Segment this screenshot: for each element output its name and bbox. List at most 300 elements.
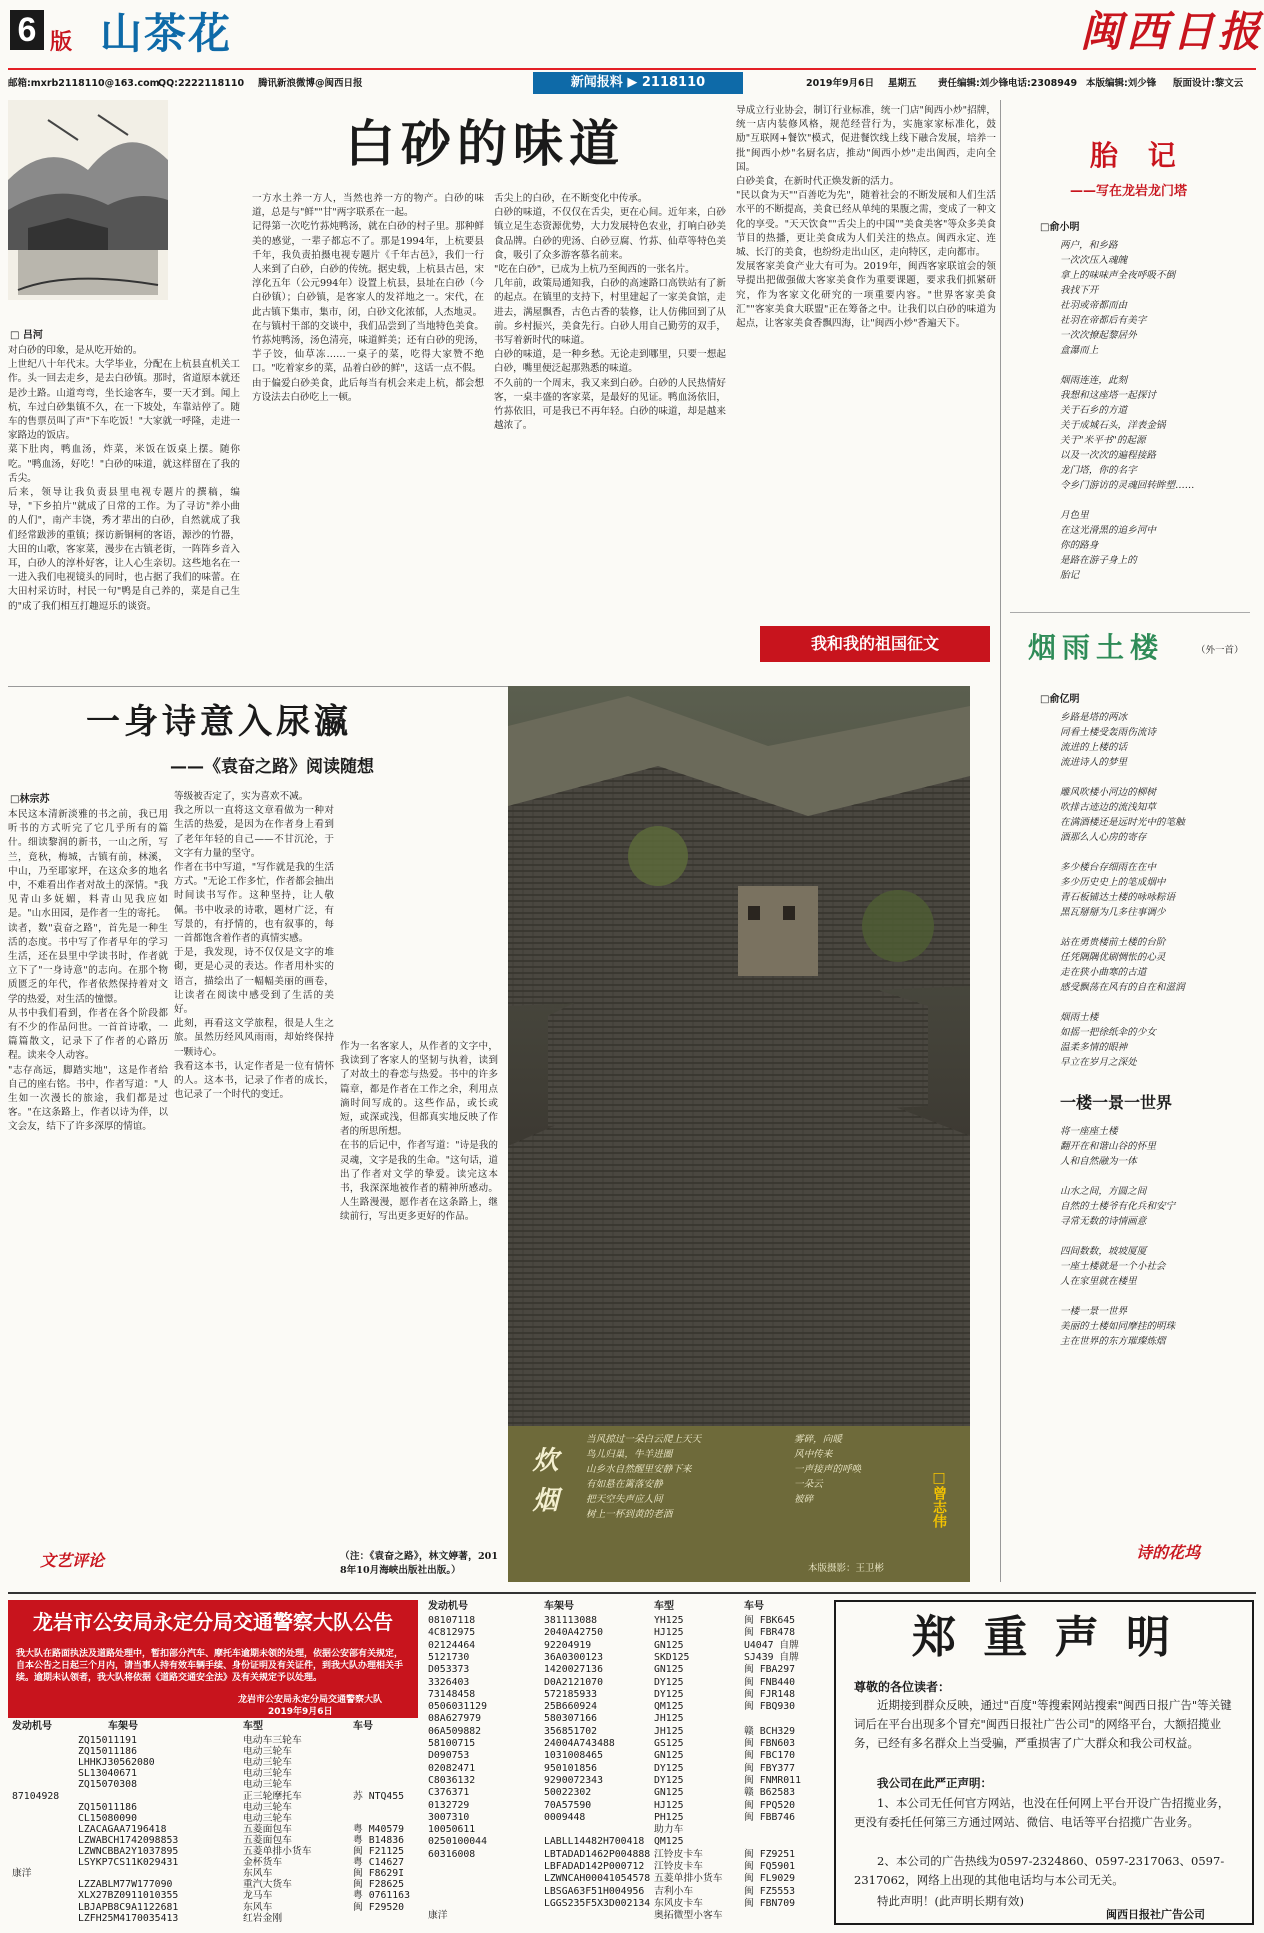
table-cell: D090753 [428, 1750, 470, 1762]
poem-line: 雕风吹楼小河边的柳树 [1060, 787, 1156, 798]
notice-signature: 龙岩市公安局永定分局交通警察大队 [238, 1695, 383, 1705]
table-cell: 电动三轮车 [243, 1746, 292, 1758]
newspaper-logo: 闽西日报 [1080, 7, 1264, 56]
table-cell: 闽 FBY377 [744, 1762, 796, 1774]
table-cell: 粤 0761163 [353, 1890, 410, 1902]
poem-line: 主在世界的东方璀璨炼熠 [1060, 1336, 1166, 1347]
hotline-label: 新闻报料 [570, 75, 623, 90]
date: 2019年9月6日 [806, 78, 875, 89]
table-cell: 闽 FJR148 [744, 1688, 796, 1700]
table-cell: 江铃皮卡车 [654, 1848, 703, 1860]
poem-body-yanyu-2 [1060, 1124, 1250, 1349]
table-row [424, 1676, 824, 1688]
table-row [424, 1614, 824, 1626]
poem-line: 关于"米平书"的起源 [1060, 435, 1146, 446]
poem-line: 在满酒楼还是远时光中的笔触 [1060, 817, 1185, 828]
mid-table-header [424, 1600, 824, 1614]
table-cell: D0A2121070 [544, 1676, 603, 1688]
table-cell: LGGS235F5X3D002134 [544, 1897, 651, 1909]
review-column-3: 作为一名客家人，从作者的文字中，我读到了客家人的坚韧与执着，读到了对故土的眷恋与热爱。书中的许多篇章，都是作者在工作之余，利用点滴时间写成的。这些作品，或长或短，或深或浅，但都真实地反映了作者的所思所想。 在书的后记中，作者写道："诗是我的灵魂，文字是我的生命。"这句话，道出了作者对文学的挚爱。读完这本书，我深深地被作者的精神所感动。人生路漫漫，愿作者在这条路上，继续前行，写出更多更好的作品。 [340, 1041, 498, 1223]
table-cell: 金杯货车 [243, 1857, 283, 1869]
review-column-2: 等级被否定了，实为喜欢不减。 我之所以一直将这文章看做为一种对生活的热爱，是因为在作者身上看到了老年年轻的自己——不甘沉沦，于文字有力量的坚守。 作者在书中写道，"写作就是我的生活方式。"无论工作多忙，作者都会抽出时间读书写作。这种坚持，让人敬佩。书中收录的诗歌，题材广泛，有写景的，有抒情的，也有叙事的，每一首都饱含着作者的真情实感。 于是，我发现，诗不仅仅是文字的堆砌，更是心灵的表达。作者用朴实的语言，描绘出了一幅幅美丽的画卷，让读者在阅读中感受到了生活的美好。 此刻，再看这文学旅程，很是人生之旅。虽然历经风风雨雨，却始终保持一颗诗心。 我看这本书，认定作者是一位有情怀的人。这本书，记录了作者的成长，也记录了一个时代的变迁。 [174, 791, 334, 1101]
table-cell: ZQ15011186 [78, 1801, 137, 1813]
masthead-rule [8, 68, 1256, 70]
table-cell: LZWNCBBA2Y1037895 [78, 1846, 179, 1857]
table-cell: 闽 FBA297 [744, 1664, 796, 1676]
article-column-4: 导成立行业协会，制订行业标准，统一门店"闽西小炒"招牌，统一店内装修风格，规范经营行为，实施家家标准化，鼓励"互联网+餐饮"模式，促进餐饮线上线下融合发展，培养一批"闽西小炒"名厨名店，推动"闽西小炒"走出闽西，走向全国。 白砂美食，在新时代正焕发新的活力。 "民以食为天""百善吃为先"，随着社会的不断发展和人们生活水平的不断提高，美食已经从单纯的果腹之需，变成了一种文化的享受。"天天饮食""舌尖上的中国""美食美客"等众多美食节目的热播，更让美食成为人们关注的热点。闽西永定、连城、长汀的美食，也纷纷走出山区，走向特区，走向都市。 发展客家美食产业大有可为。2019年，闽西客家联谊会的领导提出把做强做大客家美食作为重要课题，要求我们抓紧研究，作为客家文化研究的一项重要内容。"世界客家美食汇""客家美食大联盟"正在筹备之中。让我们以白砂的味道为起点，让客家美食香飘四海，让"闽西小炒"香遍天下。 [736, 105, 996, 330]
table-cell: 电动三轮车 [243, 1757, 292, 1769]
table-cell: 闽 F28625 [353, 1879, 405, 1891]
table-cell: C8036132 [428, 1774, 476, 1786]
table-cell: 重汽大货车 [243, 1879, 292, 1891]
col-header: 发动机号 [12, 1721, 52, 1732]
col-header: 车型 [654, 1601, 674, 1612]
table-cell: LABLL14482H700418 [544, 1836, 645, 1848]
notice-table-header [8, 1720, 418, 1734]
table-cell: 东风皮卡车 [654, 1897, 703, 1909]
poem-line: 翻开在和谐山谷的怀里 [1060, 1141, 1156, 1152]
table-row [424, 1786, 824, 1798]
poem-line: 多少楼台存细雨在在中 [1060, 862, 1156, 873]
poem-line: 青石板铺达土楼的咏咏粽语 [1060, 892, 1176, 903]
poem-line: 同看土楼受轰雨伤流诗 [1060, 727, 1156, 738]
table-cell: LZWNCAH00041054578 [544, 1873, 651, 1885]
table-cell: PH125 [654, 1811, 684, 1823]
notice-body: 我大队在路面执法及道路处理中，暂扣部分汽车、摩托车逾期未领的处理，依据公安部有关规定，自本公告之日起三个月内，请当事人持有效车辆手续、身份证明及有关证件，到我大队办理相关手续。逾期未认领者，我大队将依据《道路交通安全法》及有关规定予以处理。 [16, 1649, 404, 1683]
poem-line: 是路在游子身上的 [1060, 555, 1137, 566]
col-header: 车号 [744, 1601, 764, 1612]
poem-column-badge: 诗的花坞 [1136, 1543, 1201, 1562]
table-row [424, 1823, 824, 1835]
table-cell: LBJAPB8C9A1122681 [78, 1901, 179, 1913]
table-cell: 康洋 [12, 1868, 32, 1880]
table-cell: 02082471 [428, 1762, 476, 1774]
poem-line: 吹排古迹边的流浅知草 [1060, 802, 1156, 813]
table-cell: 02124464 [428, 1639, 476, 1651]
table-cell: 电动三轮车 [243, 1768, 292, 1780]
table-cell: CL15080090 [78, 1812, 137, 1824]
poem-author-yanyu: □俞亿明 [1040, 694, 1080, 705]
photo-poem-left [586, 1432, 796, 1522]
poem-line: 人在家里就在楼里 [1060, 1276, 1137, 1287]
table-cell: 0250100044 [428, 1836, 487, 1848]
table-cell: 江铃皮卡车 [654, 1861, 703, 1872]
poem-line: 感受飘荡在风有的自在和滋润 [1060, 982, 1185, 993]
page-unit: 版 [50, 29, 73, 54]
table-row [8, 1812, 418, 1823]
poem-line: 如摇一把徐纸伞的少女 [1060, 1027, 1156, 1038]
table-cell: QM125 [654, 1836, 684, 1848]
poem-body-yanyu [1060, 710, 1250, 1070]
table-cell: 3007310 [428, 1811, 470, 1823]
statement-para-4: 2、本公司的广告热线为0597-2324860、0597-2317063、0597-2317062，网络上出现的其他电话均与本公司无关。 [854, 1854, 1225, 1887]
poem-line: 一楼一景一世界 [1060, 1306, 1128, 1317]
table-cell: 电动车三轮车 [243, 1735, 302, 1746]
table-cell: 87104928 [12, 1790, 60, 1802]
table-row [424, 1762, 824, 1774]
table-cell: ZQ15011191 [78, 1735, 137, 1746]
table-cell: 闽 FBK645 [744, 1615, 796, 1626]
table-cell: 73148458 [428, 1688, 476, 1700]
table-cell: DY125 [654, 1688, 684, 1700]
review-column-1: 本民这本清新淡雅的书之前，我已用听书的方式听完了它几乎所有的篇什。细读黎润的新书，一山之所，写兰，竟秋，梅城，古镇有前，林溪，中山，乃至耶家坪，在这众多的地名中，不难看出作者对故土的深情。"我见青山多妩媚，料青山见我应如是。"山水田园，是作者一生的寄托。 读者，数"袁奋之路"，首先是一种生活的态度。书中写了作者早年的学习生活，还在县里中学读书时，作者就立下了"一身诗意"的志向。在那个物质匮乏的年代，作者依然保持着对文学的热爱，对生活的憧憬。 从书中我们看到，作者在各个阶段都有不少的作品问世。一首首诗歌，一篇篇散文，记录下了作者的心路历程。读来令人动容。 "志存高远，脚踏实地"，这是作者给自己的座右铭。书中，作者写道："人生如一次漫长的旅途，我们都是过客。"在这条路上，作者以诗为伴，以文会友，结下了许多深厚的情谊。 [8, 809, 168, 1133]
vehicle-table-middle [424, 1600, 824, 1925]
table-cell: C376371 [428, 1787, 470, 1799]
table-row [424, 1860, 824, 1872]
table-row [424, 1897, 824, 1909]
poem-line: 我找下开 [1060, 285, 1099, 296]
table-cell: DY125 [654, 1774, 684, 1786]
table-row [424, 1885, 824, 1897]
poem-line: 烟雨土楼 [1060, 1012, 1099, 1023]
table-cell: 闽 F29520 [353, 1901, 405, 1913]
banner-tag-text: 我和我的祖国征文 [810, 634, 939, 653]
table-row [424, 1872, 824, 1884]
poem-line [1060, 358, 1250, 373]
review-column-badge: 文艺评论 [40, 1551, 105, 1570]
table-cell: DY125 [654, 1762, 684, 1774]
poem-divider [1010, 612, 1250, 613]
table-cell: QM125 [654, 1701, 684, 1713]
table-row [424, 1811, 824, 1823]
poem-line: 在这光滑黑的追乡河中 [1060, 525, 1156, 536]
table-cell: 580307166 [544, 1713, 598, 1725]
table-cell: 60316008 [428, 1848, 476, 1860]
poem-line: 酒那么人心房的寄存 [1060, 832, 1147, 843]
poem-line: 关于成城石头，洋表金锅 [1060, 420, 1166, 431]
table-row [424, 1700, 824, 1712]
poem-title-taiji: 胎 记 [1090, 139, 1186, 172]
table-row [424, 1712, 824, 1724]
poem-line: 多少历史史上的笔成烟中 [1060, 877, 1166, 888]
photo-title: 炊烟 [528, 1446, 558, 1526]
page-number-box [10, 10, 44, 50]
table-row [424, 1835, 824, 1847]
table-cell: 红岩金刚 [243, 1912, 283, 1924]
statement-title: 郑 重 声 明 [912, 1612, 1176, 1663]
table-cell: JH125 [654, 1713, 684, 1725]
photo-poem-right [794, 1432, 914, 1507]
weekday: 星期五 [888, 78, 917, 89]
hotline-box [533, 72, 743, 94]
table-cell: 闽 F21125 [353, 1846, 405, 1857]
table-cell: 9290072343 [544, 1774, 603, 1786]
table-cell: LZWABCH1742098853 [78, 1834, 179, 1846]
table-row [424, 1626, 824, 1638]
statement-greeting: 尊敬的各位读者： [854, 1680, 951, 1694]
table-cell: 苏 NTQ455 [353, 1790, 405, 1802]
table-row [424, 1639, 824, 1651]
poem-subtitle-yanyu: 一楼一景一世界 [1060, 1093, 1173, 1112]
table-cell: 0506031129 [428, 1701, 487, 1713]
table-cell: SKD125 [654, 1651, 690, 1663]
designer: 版面设计:黎文云 [1173, 78, 1244, 89]
masthead-info-line [8, 76, 1258, 92]
poem-line: 一次次撩起黎居外 [1060, 330, 1137, 341]
poem-title-yanyu: 烟雨土楼 [1028, 631, 1165, 664]
poem-line [1060, 920, 1250, 935]
table-cell: 闽 FBN709 [744, 1897, 796, 1909]
poem-line [1060, 493, 1250, 508]
table-row [8, 1889, 418, 1900]
poem-line: 社羽或帝都而由 [1060, 300, 1128, 311]
col-header: 车号 [353, 1721, 373, 1732]
statement-para-1: 近期接到群众反映，通过"百度"等搜索网站搜索"闽西日报广告"等关键词后在平台出现多个冒充"闽西日报社广告公司"的网络平台，大额招揽业务，已经有多名群众上当受骗，严重损害了广大群众和我公司权益。 [854, 1698, 1232, 1750]
review-title: 一身诗意入尿瀛 [86, 702, 352, 742]
table-cell: 五菱单排小货车 [243, 1846, 312, 1857]
table-cell: 闽 FNB440 [744, 1676, 796, 1688]
table-cell: 闽 FQ5901 [744, 1861, 796, 1872]
table-row [424, 1848, 824, 1860]
table-cell: 闽 FBR478 [744, 1627, 796, 1639]
table-cell: 25B660924 [544, 1701, 598, 1713]
table-cell: 闽 F8629I [353, 1868, 405, 1880]
notice-body-box [8, 1644, 418, 1718]
statement-signature: 闽西日报社广告公司 [1106, 1908, 1205, 1921]
table-cell: 赣 B62583 [744, 1787, 796, 1799]
table-cell: 08107118 [428, 1615, 476, 1626]
table-cell: 50022302 [544, 1787, 592, 1799]
article-column-1: 对白砂的印象，是从吃开始的。 上世纪八十年代末。大学毕业，分配在上杭县直机关工作。头一回去走乡，是去白砂镇。那时，省道原本就还是沙土路。山道弯弯，坐长途客车，要一天才到。闻上杭，车过白砂集镇不久，在一下坡处，车靠站停了。随车的售票员叫了声"下车吃饭！"大家就一呼隆，走进一家路边的饭店。 菜下肚肉，鸭血汤，炸菜，米饭在饭桌上摆。随你吃。"鸭血汤，好吃！"白砂的味道，就这样留在了我的舌尖。 后来，领导让我负责县里电视专题片的撰稿，编导，"下乡拍片"就成了日常的工作。为了寻访"养小曲的人们"，南产丰饶，秀才辈出的白砂，自然就成了我们经常跋涉的重镇；探访新铜柯的客语，源沙的竹器，大田的山歌，客家菜，漫步在古镇老街，一阵阵乡音入耳，白砂人的淳朴好客，让人心生亲切。这些地名在一一进入我们电视镜头的同时，也占据了我们的味蕾。在大田村采访时，村民一句"鸭是自己养的，菜是自己生的"成了我们相互打趣逗乐的谈资。 [8, 345, 240, 612]
statement-para-3: 1、本公司无任何官方网站，也没在任何网上平台开设广告招揽业务，更没有委托任何第三方通过网站、微信、电话等平台招揽广告业务。 [854, 1796, 1230, 1829]
table-row [424, 1774, 824, 1786]
poem-line: 我想和这座塔一起探讨 [1060, 390, 1156, 401]
table-cell: DY125 [654, 1676, 684, 1688]
poem-line: 一声接声的呼唤 [794, 1464, 862, 1475]
table-row [424, 1737, 824, 1749]
table-row [8, 1756, 418, 1767]
table-cell: 闽 FBC170 [744, 1750, 796, 1762]
table-row [8, 1767, 418, 1778]
poem-line: 一朵云 [794, 1479, 823, 1490]
table-row [424, 1725, 824, 1737]
bottom-rule [8, 1592, 1256, 1594]
poem-line: 走在狭小曲寒的古道 [1060, 967, 1147, 978]
table-cell: YH125 [654, 1615, 684, 1626]
table-row [8, 1856, 418, 1867]
table-cell: GN125 [654, 1664, 684, 1676]
table-cell: 356851702 [544, 1725, 598, 1737]
table-cell: 闽 FL9029 [744, 1873, 796, 1885]
poem-line: 寻常无数的诗情画意 [1060, 1216, 1147, 1227]
review-author: □林宗苏 [10, 794, 50, 805]
table-cell: 0009448 [544, 1811, 586, 1823]
poem-line: 拿上的味味声全夜呼吸不倒 [1060, 270, 1176, 281]
table-cell: 助力车 [654, 1824, 684, 1836]
photo-caption-box [508, 1426, 970, 1582]
table-cell: HJ125 [654, 1799, 684, 1811]
col-header: 发动机号 [428, 1601, 468, 1612]
table-cell: 龙马车 [243, 1890, 273, 1902]
table-row [8, 1801, 418, 1812]
editor-info: 责任编辑:刘少锋 [938, 78, 1009, 89]
poem-author: □曾志伟 [931, 1470, 947, 1528]
article-title: 白砂的味道 [345, 115, 625, 173]
section-title: 山茶花 [100, 9, 233, 58]
notice-title: 龙岩市公安局永定分局交通警察大队公告 [33, 1610, 393, 1634]
poem-line [1060, 770, 1250, 785]
table-cell: GN125 [654, 1750, 684, 1762]
poem-line: 任凭隅隅优刷惆怅的心灵 [1060, 952, 1166, 963]
table-cell: JH125 [654, 1725, 684, 1737]
poem-line [1060, 1169, 1250, 1184]
poem-line: 早立在岁月之深处 [1060, 1057, 1137, 1068]
table-cell: LHHKJ30562080 [78, 1757, 155, 1769]
poem-line: 把天空失声应人间 [586, 1494, 663, 1505]
table-row [8, 1912, 418, 1923]
poem-line: 雾碎，向暖 [794, 1434, 842, 1445]
section-divider [8, 686, 508, 687]
statement-box [834, 1600, 1254, 1925]
table-row [8, 1734, 418, 1745]
poem-line: 站在勇贵楼前土楼的台阶 [1060, 937, 1166, 948]
table-cell: 粤 M40579 [353, 1823, 405, 1835]
table-row [8, 1778, 418, 1789]
poem-line: 有如悬在篱落安静 [586, 1479, 663, 1490]
table-row [8, 1845, 418, 1856]
table-cell: 06A509882 [428, 1725, 482, 1737]
arrow-icon: ▶ [622, 75, 642, 90]
poem-line: 被碎 [794, 1494, 814, 1505]
table-cell: 东风车 [243, 1868, 273, 1880]
table-row [8, 1867, 418, 1878]
table-row [8, 1834, 418, 1845]
table-row [8, 1745, 418, 1756]
table-cell: 08A627979 [428, 1713, 482, 1725]
table-cell: 10050611 [428, 1824, 476, 1836]
poem-line: 盒瀑而上 [1060, 345, 1099, 356]
table-cell: 吉利小车 [654, 1885, 694, 1897]
phone: 电话:2308949 [1008, 78, 1078, 89]
poem-title-suffix: （外一首） [1196, 645, 1244, 656]
table-cell: SL13040671 [78, 1768, 137, 1780]
table-cell: 2040A42750 [544, 1627, 603, 1639]
table-cell: 赣 BCH329 [744, 1725, 796, 1737]
table-cell: 正三轮摩托车 [243, 1790, 302, 1802]
table-cell: HJ125 [654, 1627, 684, 1639]
poem-line: 你的路身 [1060, 540, 1099, 551]
poem-line: 龙门塔，你的名字 [1060, 465, 1137, 476]
poem-line: 人和自然融为一体 [1060, 1156, 1137, 1167]
table-row [8, 1790, 418, 1801]
table-row [424, 1909, 824, 1921]
table-cell: 闽 FPQ520 [744, 1799, 796, 1811]
col-header: 车架号 [544, 1601, 574, 1612]
poem-line: 黑瓦掰掰为几多往事调少 [1060, 907, 1166, 918]
table-row [424, 1799, 824, 1811]
table-cell: 五菱面包车 [243, 1834, 292, 1846]
table-cell: ZQ15011186 [78, 1746, 137, 1758]
poem-line: 四间数数，坡坡厦厦 [1060, 1246, 1147, 1257]
table-cell: 闽 FZ9251 [744, 1848, 796, 1860]
table-cell: XLX27BZ0911010355 [78, 1890, 179, 1902]
poem-line: 一次次压入魂魄 [1060, 255, 1128, 266]
table-cell: 电动三轮车 [243, 1812, 292, 1824]
table-row [424, 1688, 824, 1700]
table-cell: 粤 C14627 [353, 1857, 405, 1869]
table-cell: 58100715 [428, 1738, 476, 1749]
table-cell: 闽 FZ5553 [744, 1885, 796, 1897]
poem-line: 月色里 [1060, 510, 1089, 521]
table-row [424, 1651, 824, 1663]
weibo: 腾讯新浪微博@闽西日报 [258, 78, 363, 89]
article-column-2: 一方水土养一方人，当然也养一方的物产。白砂的味道，总是与"鲜""甘"两字联系在一起。 记得第一次吃竹荪炖鸭汤，就在白砂的村子里。那种鲜美的感觉，一辈子都忘不了。那是1994年，上杭要县千年，我负责拍摄电视专题片《千年古邑》，我们一行人来到了白砂，白砂的传统。据史载，上杭县古邑，宋淳化五年（公元994年）设置上杭县，县址在白砂（今白砂镇）；白砂镇，是客家人的发祥地之一。宋代，在此古镇下集市，集市，闭，白砂文化浓郁，人杰地灵。 在与镇村干部的交谈中，我们品尝到了当地特色美食。竹荪炖鸭汤，汤色清亮，味道鲜美；还有白砂的兜汤，芋子饺，仙草冻……一桌子的菜，吃得大家赞不绝口。"吃着家乡的菜，品着白砂的鲜"，这话一点不假。 由于偏爱白砂美食，此后每当有机会来走上杭，都会想方设法去白砂吃上一顿。 [252, 193, 484, 403]
review-subtitle: ——《袁奋之路》阅读随想 [170, 757, 374, 777]
poem-line [1060, 1289, 1250, 1304]
table-cell: 闽 FNMR011 [744, 1774, 801, 1786]
table-cell: 五菱单排小货车 [654, 1873, 723, 1885]
table-row [8, 1901, 418, 1912]
poem-author-taiji: □俞小明 [1040, 222, 1080, 233]
poem-line: 风中传来 [794, 1449, 833, 1460]
article-author: □ 吕河 [10, 330, 43, 341]
table-cell: 36A0300123 [544, 1651, 603, 1663]
table-cell: 康洋 [428, 1910, 448, 1922]
poem-line: 树上一杯到黄的老酒 [586, 1509, 673, 1520]
masthead [0, 0, 1264, 96]
table-row [424, 1749, 824, 1761]
statement-para-2: 我公司在此严正声明： [877, 1776, 992, 1790]
table-cell: 1420027136 [544, 1664, 603, 1676]
table-row [424, 1663, 824, 1675]
poem-line: 自然的土楼爷有化兵和安宁 [1060, 1201, 1176, 1212]
review-note: （注：《袁奋之路》，林文婷著，2018年10月海峡出版社出版。） [340, 1551, 498, 1577]
table-cell: 1031008465 [544, 1750, 603, 1762]
illustration-baisha [8, 100, 168, 300]
poem-line: 烟雨连连，此刻 [1060, 375, 1128, 386]
table-cell: LBSGA63F51H004956 [544, 1885, 645, 1897]
table-cell: 闽 FBQ930 [744, 1701, 796, 1713]
table-cell: 24004A743488 [544, 1738, 615, 1749]
poem-line: 令乡门游访的灵魂回转眸塑…… [1060, 480, 1195, 491]
poem-line [1060, 1229, 1250, 1244]
poem-line [1060, 845, 1250, 860]
table-cell: U4047 自牌 [744, 1639, 799, 1651]
poem-line: 鸟儿归巢，牛羊进圈 [586, 1449, 673, 1460]
table-cell: 572185933 [544, 1688, 598, 1700]
table-cell: GN125 [654, 1787, 684, 1799]
statement-para-5: 特此声明！(此声明长期有效) [877, 1894, 1024, 1908]
col-header: 车型 [243, 1721, 263, 1732]
col-header: 车架号 [108, 1721, 138, 1732]
table-cell: 4C812975 [428, 1627, 476, 1639]
table-cell: 5121730 [428, 1651, 470, 1663]
poem-subtitle-taiji: ——写在龙岩龙门塔 [1070, 184, 1188, 199]
table-cell: 东风车 [243, 1901, 273, 1913]
table-cell: 0132729 [428, 1799, 470, 1811]
poem-line: 两户，和乡路 [1060, 240, 1118, 251]
table-cell: 奥拓微型小客车 [654, 1910, 723, 1922]
poem-line: 当风掠过一朵白云爬上天天 [586, 1434, 702, 1445]
table-cell: 闽 FBN603 [744, 1738, 796, 1749]
poem-line [1060, 995, 1250, 1010]
notice-title-box [8, 1600, 418, 1644]
table-cell: 电动三轮车 [243, 1801, 292, 1813]
table-cell: D053373 [428, 1664, 470, 1676]
notice-table [8, 1734, 418, 1924]
table-row [8, 1823, 418, 1834]
poem-line: 将一座座土楼 [1060, 1126, 1118, 1137]
table-cell: LBFADAD142P000712 [544, 1861, 645, 1872]
mid-table [424, 1614, 824, 1924]
poem-line: 胎记 [1060, 570, 1080, 581]
poem-line: 美丽的土楼如同摩挂的明珠 [1060, 1321, 1176, 1332]
photo-credit: 本版摄影：王卫彬 [808, 1563, 885, 1574]
table-cell: LSYKP7CS11K029431 [78, 1857, 179, 1869]
banner-tag [760, 626, 990, 662]
table-cell: 闽 FBB746 [744, 1811, 796, 1823]
hotline-number: 2118110 [641, 75, 706, 90]
